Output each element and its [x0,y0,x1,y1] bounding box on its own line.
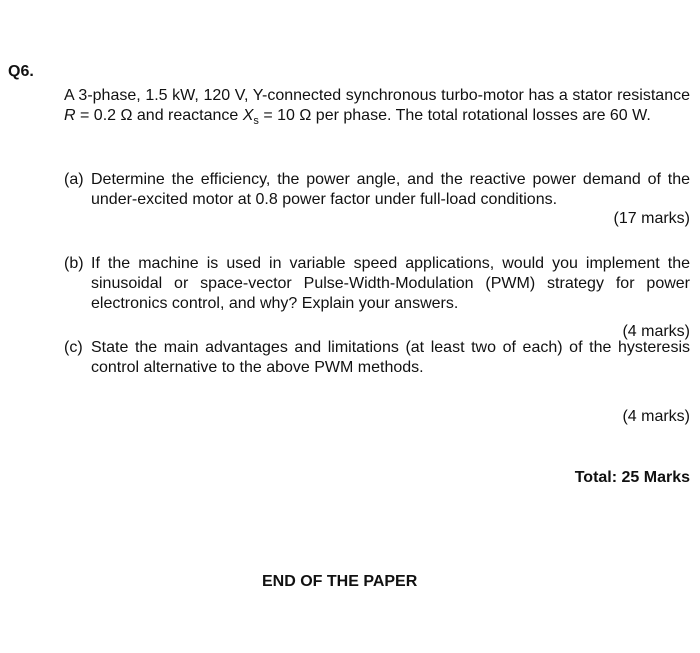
part-a-text: Determine the efficiency, the power angle, and the reactive power demand of the under-excited motor at 0.8 power factor under full-load conditions. [91,171,690,208]
reactance-subscript: s [253,115,259,128]
part-a-label: (a) [64,171,84,188]
intro-text-3: = 10 Ω per phase. The total rotational losses are 60 W. [258,107,651,124]
part-c-text: State the main advantages and limitations (at least two of each) of the hysteresis control alternative to the above PWM methods. [91,339,690,376]
intro-text-2: = 0.2 Ω and reactance [75,107,243,124]
intro-text-1: A 3-phase, 1.5 kW, 120 V, Y-connected synchronous turbo-motor has a stator resistance [64,87,690,104]
part-b [64,254,690,314]
part-b-text: If the machine is used in variable speed applications, would you implement the sinusoidal or space-vector Pulse-Width-Modulation (PWM) strategy for power electronics control, and why? Explain your answers. [91,255,690,312]
part-a [64,170,690,210]
part-c-marks: (4 marks) [622,408,690,425]
part-b-marks: (4 marks) [622,323,690,340]
total-marks: Total: 25 Marks [574,469,690,486]
question-intro [64,86,690,131]
part-b-label: (b) [64,255,84,272]
part-c-label: (c) [64,339,83,356]
part-c [64,338,690,378]
part-a-marks: (17 marks) [613,210,690,227]
end-of-paper: END OF THE PAPER [262,573,418,590]
reactance-symbol: X [242,107,254,124]
question-number: Q6. [8,63,34,80]
resistance-symbol: R [64,107,76,124]
